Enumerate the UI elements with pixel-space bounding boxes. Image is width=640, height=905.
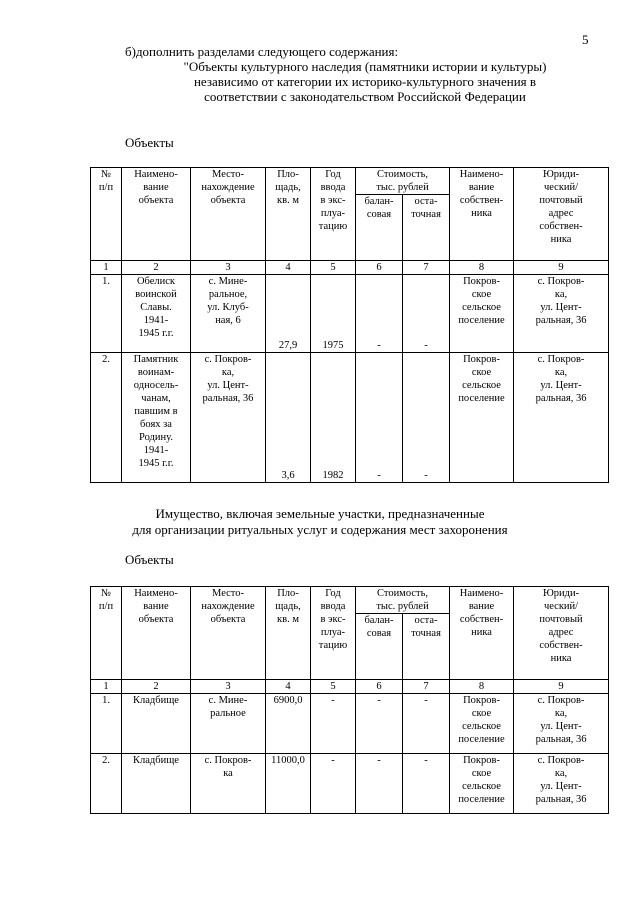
row-residual: - <box>403 754 450 814</box>
column-number: 4 <box>266 261 311 275</box>
row-address: с. Покров- ка, ул. Цент- ральная, 36 <box>514 694 609 754</box>
intro-line-4: соответствии с законодательством Российской Федерации <box>204 89 526 104</box>
header-residual: оста- точная <box>403 195 450 261</box>
row-balance: - <box>356 353 403 483</box>
column-number: 5 <box>311 680 356 694</box>
column-numbers-row <box>91 261 609 275</box>
row-num: 1. <box>91 694 122 754</box>
column-number: 8 <box>450 261 514 275</box>
header-balance: балан- совая <box>356 614 403 680</box>
column-number: 6 <box>356 261 403 275</box>
row-address: с. Покров- ка, ул. Цент- ральная, 36 <box>514 353 609 483</box>
row-balance: - <box>356 275 403 353</box>
section2-title-line-2: для организации ритуальных услуг и содержания мест захоронения <box>132 522 508 537</box>
row-residual: - <box>403 275 450 353</box>
header-balance: балан- совая <box>356 195 403 261</box>
row-num: 2. <box>91 353 122 483</box>
row-name: Кладбище <box>122 694 191 754</box>
row-location: с. Покров- ка, ул. Цент- ральная, 36 <box>191 353 266 483</box>
row-owner: Покров- ское сельское поселение <box>450 694 514 754</box>
header-owner: Наимено- вание собствен- ника <box>450 168 514 261</box>
header-residual: оста- точная <box>403 614 450 680</box>
column-number: 1 <box>91 261 122 275</box>
row-year: - <box>311 754 356 814</box>
column-number: 7 <box>403 680 450 694</box>
column-number: 3 <box>191 261 266 275</box>
table-row <box>91 754 609 814</box>
header-name: Наимено- вание объекта <box>122 168 191 261</box>
row-name: Кладбище <box>122 754 191 814</box>
header-cost: Стоимость, тыс. рублей <box>356 168 450 195</box>
column-number: 3 <box>191 680 266 694</box>
row-location: с. Мине- ральное, ул. Клуб- ная, 6 <box>191 275 266 353</box>
column-number: 5 <box>311 261 356 275</box>
row-name: Обелиск воинской Славы. 1941- 1945 г.г. <box>122 275 191 353</box>
row-area: 11000,0 <box>266 754 311 814</box>
column-number: 9 <box>514 261 609 275</box>
row-location: с. Мине- ральное <box>191 694 266 754</box>
row-year: - <box>311 694 356 754</box>
intro-text <box>125 44 605 104</box>
header-location: Место- нахождение объекта <box>191 168 266 261</box>
section2-title-line-1: Имущество, включая земельные участки, предназначенные <box>155 506 485 521</box>
row-owner: Покров- ское сельское поселение <box>450 275 514 353</box>
column-number: 2 <box>122 680 191 694</box>
column-number: 2 <box>122 261 191 275</box>
row-num: 1. <box>91 275 122 353</box>
intro-line-1: б)дополнить разделами следующего содержания: <box>125 44 399 59</box>
row-num: 2. <box>91 754 122 814</box>
row-location: с. Покров- ка <box>191 754 266 814</box>
page-number: 5 <box>582 32 589 47</box>
row-area: 3,6 <box>266 353 311 483</box>
header-year: Год ввода в экс- плуа- тацию <box>311 587 356 680</box>
row-balance: - <box>356 754 403 814</box>
row-address: с. Покров- ка, ул. Цент- ральная, 36 <box>514 275 609 353</box>
section1-label: Объекты <box>125 135 174 150</box>
row-residual: - <box>403 694 450 754</box>
intro-line-3: независимо от категории их историко-культурного значения в <box>193 74 537 89</box>
row-residual: - <box>403 353 450 483</box>
row-year: 1982 <box>311 353 356 483</box>
header-address: Юриди- ческий/ почтовый адрес собствен- ника <box>514 168 609 261</box>
column-numbers-row <box>91 680 609 694</box>
header-year: Год ввода в экс- плуа- тацию <box>311 168 356 261</box>
header-num: № п/п <box>91 168 122 261</box>
row-year: 1975 <box>311 275 356 353</box>
column-number: 4 <box>266 680 311 694</box>
row-area: 27,9 <box>266 275 311 353</box>
column-number: 6 <box>356 680 403 694</box>
header-name: Наимено- вание объекта <box>122 587 191 680</box>
table-row <box>91 275 609 353</box>
column-number: 7 <box>403 261 450 275</box>
objects-table-2 <box>90 586 609 814</box>
header-area: Пло- щадь, кв. м <box>266 587 311 680</box>
row-balance: - <box>356 694 403 754</box>
row-owner: Покров- ское сельское поселение <box>450 754 514 814</box>
header-cost: Стоимость, тыс. рублей <box>356 587 450 614</box>
header-owner: Наимено- вание собствен- ника <box>450 587 514 680</box>
row-owner: Покров- ское сельское поселение <box>450 353 514 483</box>
objects-table-1 <box>90 167 609 483</box>
row-name: Памятник воинам- односель- чанам, павшим в боях за Родину. 1941- 1945 г.г. <box>122 353 191 483</box>
table-row <box>91 694 609 754</box>
table-row <box>91 353 609 483</box>
header-address: Юриди- ческий/ почтовый адрес собствен- ника <box>514 587 609 680</box>
column-number: 1 <box>91 680 122 694</box>
header-area: Пло- щадь, кв. м <box>266 168 311 261</box>
row-area: 6900,0 <box>266 694 311 754</box>
column-number: 8 <box>450 680 514 694</box>
header-num: № п/п <box>91 587 122 680</box>
intro-line-2: "Объекты культурного наследия (памятники истории и культуры) <box>183 59 547 74</box>
row-address: с. Покров- ка, ул. Цент- ральная, 36 <box>514 754 609 814</box>
section2-label: Объекты <box>125 552 174 567</box>
header-location: Место- нахождение объекта <box>191 587 266 680</box>
column-number: 9 <box>514 680 609 694</box>
